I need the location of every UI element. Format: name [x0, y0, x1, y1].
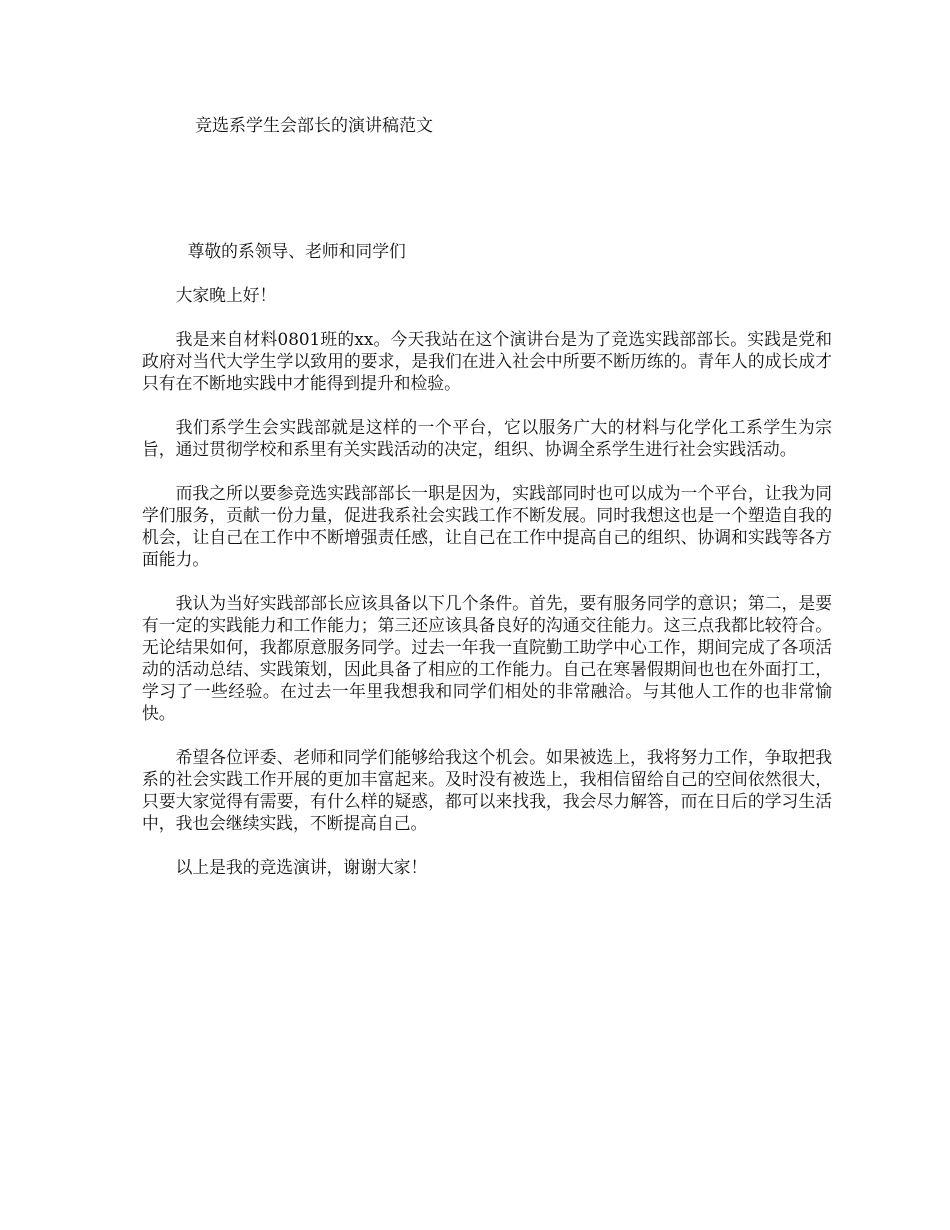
paragraph-3: 而我之所以要参竞选实践部部长一职是因为，实践部同时也可以成为一个平台，让我为同学们服务，贡献一份力量，促进我系社会实践工作不断发展。同时我想这也是一个塑造自我的机会，让自己在工作中不断增强责任感，让自己在工作中提高自己的组织、协调和实践等各方面能力。 [142, 483, 832, 569]
paragraph-1: 我是来自材料0801班的xx。今天我站在这个演讲台是为了竞选实践部部长。实践是党和政府对当代大学生学以致用的要求，是我们在进入社会中所要不断历练的。青年人的成长成才只有在不断地实践中才能得到提升和检验。 [142, 329, 832, 393]
paragraph-4: 我认为当好实践部部长应该具备以下几个条件。首先，要有服务同学的意识；第二，是要有一定的实践能力和工作能力；第三还应该具备良好的沟通交往能力。这三点我都比较符合。无论结果如何，我都原意服务同学。过去一年我一直院勤工助学中心工作，期间完成了各项活动的活动总结、实践策划，因此具备了相应的工作能力。自己在寒暑假期间也也在外面打工，学习了一些经验。在过去一年里我想我和同学们相处的非常融洽。与其他人工作的也非常愉快。 [142, 593, 832, 723]
document-title: 竞选系学生会部长的演讲稿范文 [195, 116, 433, 136]
closing: 以上是我的竞选演讲，谢谢大家！ [175, 857, 428, 877]
greeting: 大家晚上好！ [175, 285, 277, 305]
document-body [142, 240, 832, 900]
salutation: 尊敬的系领导、老师和同学们 [187, 241, 406, 261]
paragraph-5: 希望各位评委、老师和同学们能够给我这个机会。如果被选上，我将努力工作，争取把我系的社会实践工作开展的更加丰富起来。及时没有被选上，我相信留给自己的空间依然很大，只要大家觉得有需要，有什么样的疑惑，都可以来找我，我会尽力解答，而在日后的学习生活中，我也会继续实践，不断提高自己。 [142, 747, 832, 833]
paragraph-2: 我们系学生会实践部就是这样的一个平台，它以服务广大的材料与化学化工系学生为宗旨，通过贯彻学校和系里有关实践活动的决定，组织、协调全系学生进行社会实践活动。 [142, 417, 832, 459]
